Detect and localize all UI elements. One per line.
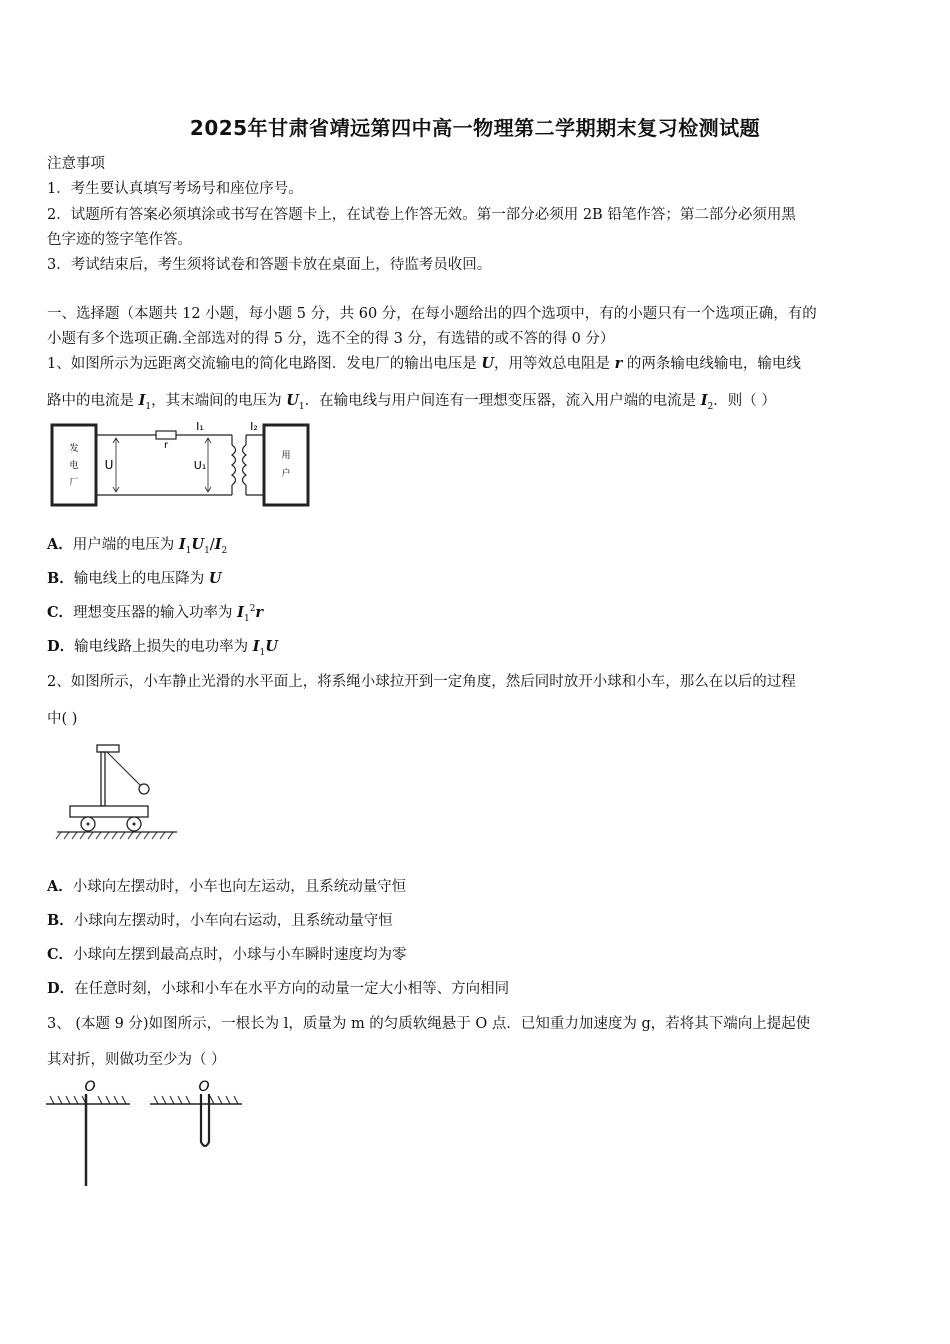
q3-stem-line-2: 其对折，则做功至少为（ ） [47,1052,226,1068]
q2-option-c: C．小球向左摆到最高点时，小球与小车瞬时速度均为零 [47,946,407,963]
voltage-U-label: U [104,458,114,472]
notice-item-1: 1．考生要认真填写考场号和座位序号。 [47,181,303,197]
q3-rope-figure [44,1078,244,1194]
resistor-r [156,431,176,439]
q1-option-b: B．输电线上的电压降为 U [47,570,222,587]
notice-item-3: 3．考试结束后，考生须将试卷和答题卡放在桌面上，待监考员收回。 [47,257,492,273]
voltage-U1-label: U₁ [193,459,207,472]
resistor-label: r [163,440,169,451]
q2-option-d: D．在任意时刻，小球和小车在水平方向的动量一定大小相等、方向相同 [47,980,510,997]
page-title: 2025年甘肃省靖远第四中高一物理第二学期期末复习检测试题 [189,116,761,140]
q1-option-a: A．用户端的电压为 $I_1U_1/I_2$ [47,536,228,556]
plant-label-2: 电 [69,461,79,471]
secondary-coil [243,445,247,485]
current-I1-label: I₁ [196,420,204,433]
primary-coil [232,445,236,485]
q2-option-a: A．小球向左摆动时，小车也向左运动，且系统动量守恒 [47,878,407,895]
q2-stem-line-1: 2、如图所示，小车静止光滑的水平面上，将系绳小球拉开到一定角度，然后同时放开小球和小车，那么在以后的过程 [47,674,796,690]
q2-option-b: B．小球向左摆动时，小车向右运动，且系统动量守恒 [47,912,393,929]
section-header-line-2: 小题有多个选项正确.全部选对的得 5 分，选不全的得 3 分，有选错的或不答的得 0 分） [47,331,615,347]
plant-label-1: 发 [69,444,79,454]
pendulum-ball [139,784,149,794]
q1-option-c: C．理想变压器的输入功率为 $I_1^2r$ [47,604,264,624]
q1-stem-line-2: 路中的电流是 $I_1$，其末端间的电压为 $U_1$．在输电线与用户间连有一理想变压器，流入用户端的电流是 $I_2$．则（ ） [47,392,776,412]
notice-heading: 注意事项 [47,156,105,172]
section-header-line-1: 一、选择题（本题共 12 小题，每小题 5 分，共 60 分，在每小题给出的四个选项中，有的小题只有一个选项正确，有的 [47,306,817,322]
q1-option-d: D．输电线路上损失的电功率为 $I_1U$ [47,638,278,658]
q2-stem-line-2: 中( ) [47,711,78,727]
plant-label-3: 厂 [69,478,79,488]
user-label-1: 用 [281,451,291,461]
pivot-O-label-right: O [198,1079,210,1095]
q1-stem-line-1: 1、如图所示为远距离交流输电的简化电路图．发电厂的输出电压是 U，用等效总电阻是 r 的两条输电线输电，输电线 [47,355,801,372]
current-I2-label: I₂ [250,420,258,433]
cart-body [70,806,148,817]
folded-rope [201,1094,209,1146]
pivot-O-label-left: O [84,1079,96,1095]
notice-item-2: 2．试题所有答案必须填涂或书写在答题卡上，在试卷上作答无效。第一部分必须用 2B 铅笔作答；第二部分必须用黑 [47,207,796,223]
notice-item-2-cont: 色字迹的签字笔作答。 [47,232,192,248]
user-label-2: 户 [281,469,291,479]
q2-cart-pendulum-figure [52,740,182,849]
q1-circuit-figure [50,418,315,517]
q3-stem-line-1: 3、 (本题 9 分)如图所示，一根长为 l，质量为 m 的匀质软绳悬于 O 点．已知重力加速度为 g，若将其下端向上提起使 [47,1016,811,1032]
